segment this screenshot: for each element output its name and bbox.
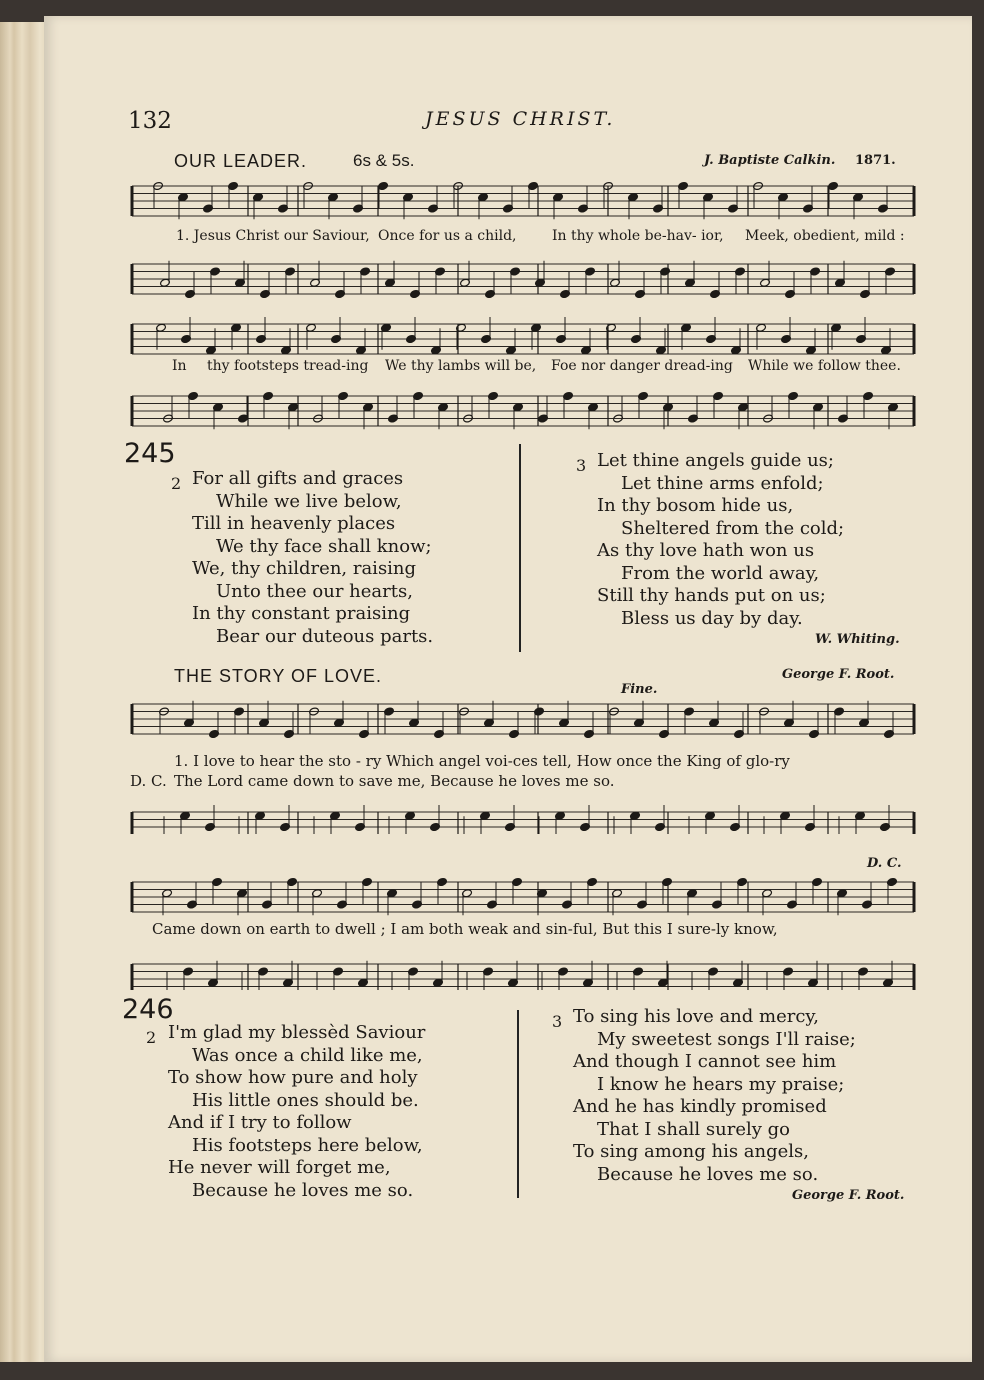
treble-staff <box>132 181 914 219</box>
hymn-245-verse2 <box>192 468 433 648</box>
hymn-245-verse3-number: 3 <box>576 456 587 475</box>
hymn-246-verse2 <box>168 1022 425 1202</box>
verse-line: In thy constant praising <box>192 603 411 624</box>
verse-line: In thy bosom hide us, <box>597 495 794 516</box>
hymn-246-verse2-number: 2 <box>146 1028 157 1047</box>
verse-line: To show how pure and holy <box>168 1067 418 1088</box>
verse-line: Bless us day by day. <box>621 607 803 629</box>
hymn-245-verse3 <box>597 450 844 630</box>
verse-line: Because he loves me so. <box>597 1163 819 1185</box>
running-head: JESUS CHRIST. <box>425 108 616 130</box>
tune1-lyric-1b: Once for us a child, <box>378 228 517 244</box>
treble-staff <box>132 877 914 915</box>
tune1-lyric-2d: Foe nor danger dread-ing <box>551 358 733 374</box>
treble-staff <box>132 317 914 355</box>
verse-line: Was once a child like me, <box>192 1044 423 1066</box>
bass-staff <box>132 261 914 299</box>
verse-line: Because he loves me so. <box>192 1179 414 1201</box>
tune1-lyric-2a: In <box>172 358 187 374</box>
hymn-245-number: 245 <box>124 438 176 469</box>
tune2-lyric-2: Came down on earth to dwell ; I am both weak and sin-ful, But this I sure-ly know, <box>152 920 778 938</box>
verse-line: My sweetest songs I'll raise; <box>597 1028 856 1050</box>
verse-line: To sing his love and mercy, <box>573 1006 819 1027</box>
column-divider <box>517 1010 519 1198</box>
verse-line: From the world away, <box>621 562 820 584</box>
tune1-lyric-2b: thy footsteps tread-ing <box>207 358 369 374</box>
verse-line: I know he hears my praise; <box>597 1073 845 1095</box>
tune1-lyric-1a: 1. Jesus Christ our Saviour, <box>176 228 370 244</box>
verse-line: Let thine angels guide us; <box>597 450 834 471</box>
verse-line: That I shall surely go <box>597 1118 791 1140</box>
verse-line: To sing among his angels, <box>573 1141 809 1162</box>
verse-line: Sheltered from the cold; <box>621 517 845 539</box>
hymn-246-verse3-number: 3 <box>552 1012 563 1031</box>
tune2-title: THE STORY OF LOVE. <box>174 666 383 686</box>
verse-line: Let thine arms enfold; <box>621 472 824 494</box>
verse-line: Still thy hands put on us; <box>597 585 826 606</box>
verse-line: And if I try to follow <box>168 1112 352 1133</box>
verse-line: I'm glad my blessèd Saviour <box>168 1022 426 1043</box>
tune1-lyric-1d: Meek, obedient, mild : <box>745 228 905 244</box>
tune1-lyric-2c: We thy lambs will be, <box>385 358 537 374</box>
treble-staff <box>132 701 914 739</box>
tune2-composer: George F. Root. <box>782 667 895 682</box>
verse-line: He never will forget me, <box>168 1157 391 1178</box>
tune2-dc-lyric: The Lord came down to save me, Because he loves me so. <box>174 772 615 790</box>
bass-staff <box>132 961 914 990</box>
verse-line: His little ones should be. <box>192 1089 419 1111</box>
hymn-245-author: W. Whiting. <box>815 632 900 647</box>
tune1-system2-staves <box>128 314 920 438</box>
tune1-year: 1871. <box>855 153 896 168</box>
verse-line: As thy love hath won us <box>597 540 815 561</box>
verse-line: His footsteps here below, <box>192 1134 423 1156</box>
tune2-dc-label: D. C. <box>130 772 167 790</box>
tune1-composer: J. Baptiste Calkin. <box>704 153 836 168</box>
hymn-246-verse3 <box>573 1006 856 1186</box>
verse-line: Till in heavenly places <box>192 513 396 534</box>
tune2-lyric-1: 1. I love to hear the sto - ry Which angel voi-ces tell, How once the King of glo-ry <box>174 752 790 770</box>
verse-line: For all gifts and graces <box>192 468 404 489</box>
column-divider <box>519 444 521 652</box>
tune2-dc-mark: D. C. <box>867 856 902 871</box>
hymn-245-verse2-number: 2 <box>171 474 182 493</box>
hymn-246-number: 246 <box>122 994 174 1025</box>
page-edges <box>0 22 48 1362</box>
tune1-title: OUR LEADER. <box>174 151 308 171</box>
verse-line: Bear our duteous parts. <box>216 625 434 647</box>
verse-line: We, thy children, raising <box>192 558 417 579</box>
tune1-meter: 6s & 5s. <box>353 151 415 170</box>
verse-line: We thy face shall know; <box>216 535 432 557</box>
page-number: 132 <box>128 108 172 134</box>
bass-staff <box>132 391 914 429</box>
verse-line: While we live below, <box>216 490 402 512</box>
tune1-lyric-2e: While we follow thee. <box>748 358 901 374</box>
tune1-lyric-1c: In thy whole be-hav- ior, <box>552 228 724 244</box>
bass-staff <box>132 805 914 834</box>
verse-line: Unto thee our hearts, <box>216 580 413 602</box>
verse-line: And though I cannot see him <box>573 1051 837 1072</box>
tune2-fine: Fine. <box>621 682 658 697</box>
verse-line: And he has kindly promised <box>573 1096 827 1117</box>
hymn-246-author: George F. Root. <box>792 1188 905 1203</box>
